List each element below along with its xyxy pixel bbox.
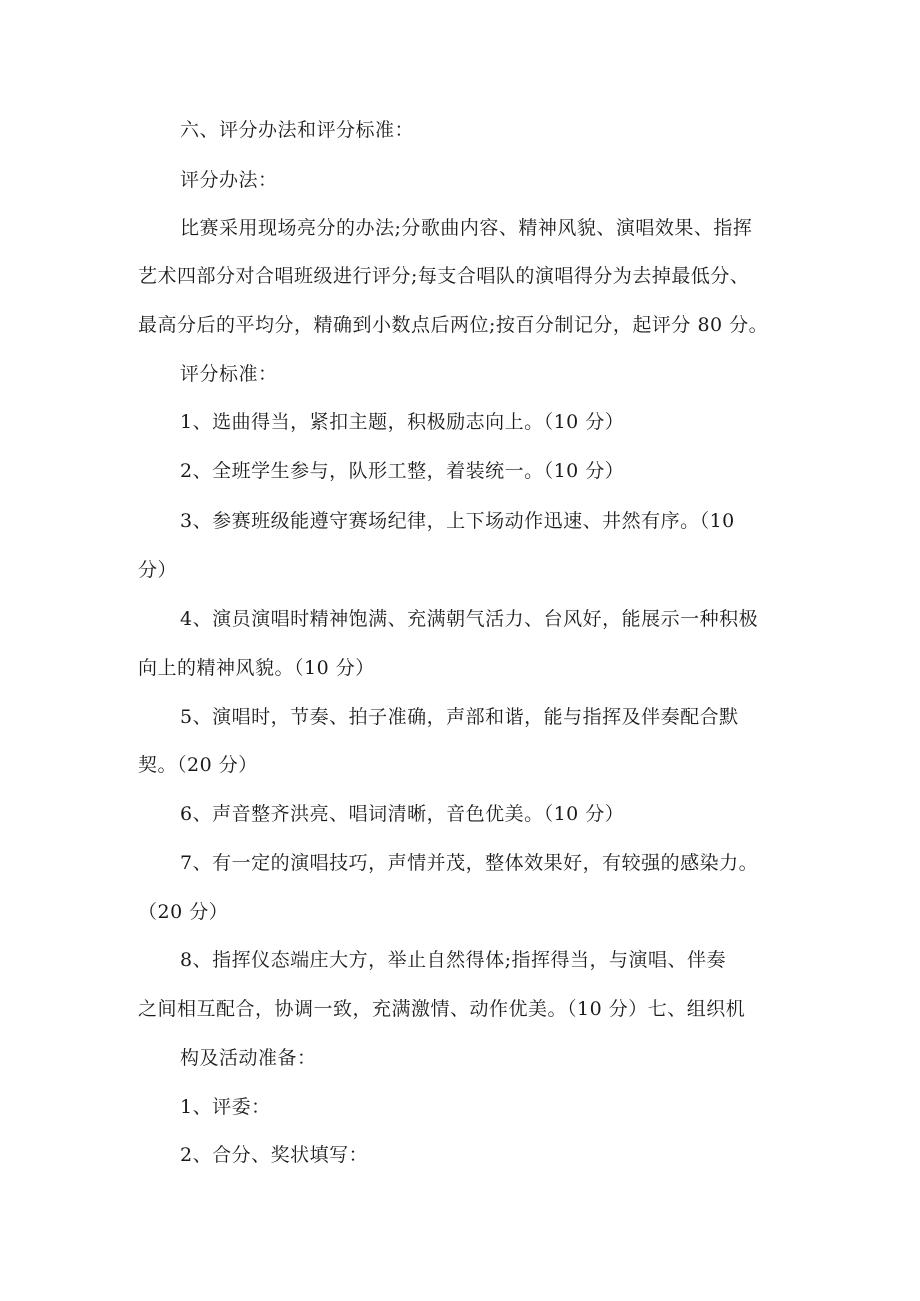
paragraph-line: 比赛采用现场亮分的办法;分歌曲内容、精神风貌、演唱效果、指挥 — [180, 217, 753, 239]
criteria-item-7: 7、有一定的演唱技巧，声情并茂，整体效果好，有较强的感染力。 — [180, 852, 759, 874]
criteria-item-2: 2、全班学生参与，队形工整，着装统一。（10 分） — [180, 460, 625, 482]
paragraph-line: 艺术四部分对合唱班级进行评分;每支合唱队的演唱得分为去掉最低分、 — [138, 265, 750, 287]
organization-item-2: 2、合分、奖状填写： — [180, 1144, 369, 1166]
section-heading-organization: 构及活动准备： — [180, 1047, 317, 1069]
criteria-item-4-cont: 向上的精神风貌。（10 分） — [138, 657, 375, 679]
section-heading-scoring: 六、评分办法和评分标准： — [180, 119, 415, 141]
criteria-item-7-cont: （20 分） — [138, 901, 229, 923]
subheading-scoring-criteria: 评分标准： — [180, 363, 278, 385]
criteria-item-3: 3、参赛班级能遵守赛场纪律，上下场动作迅速、井然有序。（10 — [180, 510, 735, 532]
criteria-item-6: 6、声音整齐洪亮、唱词清晰，音色优美。（10 分） — [180, 803, 625, 825]
criteria-item-4: 4、演员演唱时精神饱满、充满朝气活力、台风好，能展示一种积极 — [180, 608, 759, 630]
organization-item-1: 1、评委： — [180, 1096, 271, 1118]
criteria-item-1: 1、选曲得当，紧扣主题，积极励志向上。（10 分） — [180, 411, 625, 433]
paragraph-line: 最高分后的平均分，精确到小数点后两位;按百分制记分，起评分 80 分。 — [138, 314, 769, 336]
criteria-item-5: 5、演唱时，节奏、拍子准确，声部和谐，能与指挥及伴奏配合默 — [180, 706, 739, 728]
criteria-item-3-cont: 分） — [138, 559, 178, 581]
criteria-item-8-cont: 之间相互配合，协调一致，充满激情、动作优美。（10 分）七、组织机 — [138, 998, 746, 1020]
criteria-item-8: 8、指挥仪态端庄大方，举止自然得体;指挥得当，与演唱、伴奏 — [180, 949, 726, 971]
subheading-scoring-method: 评分办法： — [180, 169, 278, 191]
criteria-item-5-cont: 契。（20 分） — [138, 754, 258, 776]
